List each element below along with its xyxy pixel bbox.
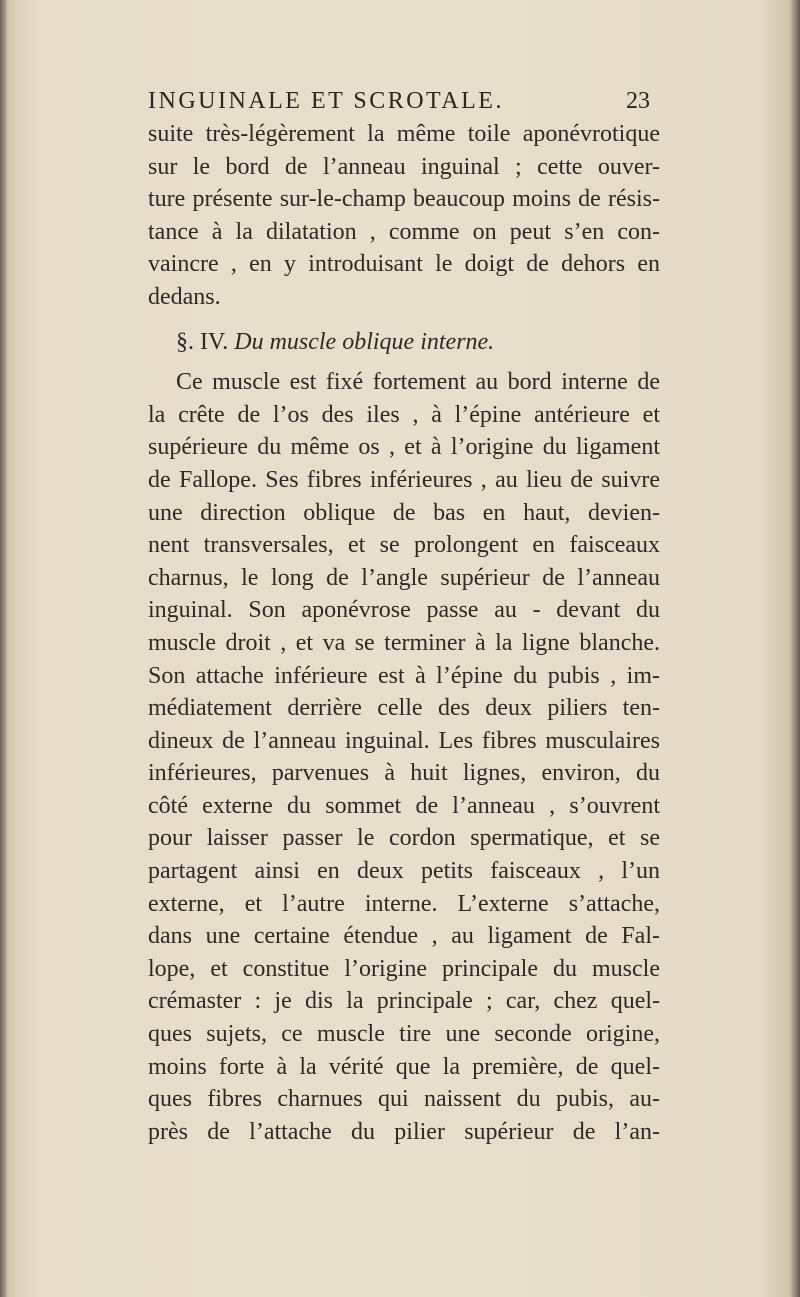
text-line: nent transversales, et se prolongent en faisceaux (148, 532, 660, 559)
text-line: moins forte à la vérité que la première, de quel- (148, 1053, 660, 1080)
text-line: suite très-légèrement la même toile aponévrotique (148, 121, 660, 147)
page-edge-shadow (790, 0, 800, 1297)
text-line: sur le bord de l’anneau inguinal ; cette ouver- (148, 153, 660, 180)
page-gutter-shadow (0, 0, 8, 1297)
text-line: ques fibres charnues qui naissent du pubis, au- (148, 1086, 660, 1113)
text-line: inférieures, parvenues à huit lignes, environ, du (148, 760, 660, 787)
text-line: dedans. (148, 283, 221, 310)
section-number: §. IV. (176, 328, 229, 355)
text-line: vaincre , en y introduisant le doigt de dehors en (148, 251, 660, 278)
text-line: médiatement derrière celle des deux piliers ten- (148, 695, 660, 722)
running-head (148, 88, 650, 120)
paragraph (148, 366, 660, 1148)
body-text (148, 118, 660, 1148)
text-line: dans une certaine étendue , au ligament de Fal- (148, 923, 660, 950)
text-line: partagent ainsi en deux petits faisceaux , l’un (148, 858, 660, 885)
text-line: pour laisser passer le cordon spermatique, et se (148, 825, 660, 852)
text-line: externe, et l’autre interne. L’externe s’attache, (148, 890, 660, 917)
text-line: la crête de l’os des iles , à l’épine antérieure et (148, 401, 660, 428)
section-heading (148, 326, 660, 359)
text-line: côté externe du sommet de l’anneau , s’ouvrent (148, 792, 660, 819)
page-number: 23 (626, 88, 650, 114)
text-line: crémaster : je dis la principale ; car, chez quel- (148, 988, 660, 1015)
text-line: charnus, le long de l’angle supérieur de l’anneau (148, 564, 660, 591)
text-line: dineux de l’anneau inguinal. Les fibres musculaires (148, 727, 660, 754)
text-line: lope, et constitue l’origine principale du muscle (148, 955, 660, 982)
text-line: tance à la dilatation , comme on peut s’en con- (148, 218, 660, 245)
text-line: supérieure du même os , et à l’origine du ligament (148, 434, 660, 461)
text-line: Ce muscle est fixé fortement au bord interne de (176, 369, 660, 396)
text-line: de Fallope. Ses fibres inférieures , au lieu de suivre (148, 466, 660, 493)
section-title: Du muscle oblique interne. (234, 328, 495, 355)
text-line: ques sujets, ce muscle tire une seconde origine, (148, 1021, 660, 1048)
text-line: Son attache inférieure est à l’épine du pubis , im- (148, 662, 660, 689)
text-line: muscle droit , et va se terminer à la ligne blanche. (148, 629, 660, 656)
paragraph-continued (148, 118, 660, 314)
text-line: ture présente sur-le-champ beaucoup moins de résis- (148, 186, 660, 213)
running-head-title: INGUINALE ET SCROTALE. (148, 88, 504, 114)
text-line: inguinal. Son aponévrose passe au - devant du (148, 597, 660, 624)
text-line: une direction oblique de bas en haut, devien- (148, 499, 660, 526)
text-line: près de l’attache du pilier supérieur de l’an- (148, 1118, 660, 1145)
